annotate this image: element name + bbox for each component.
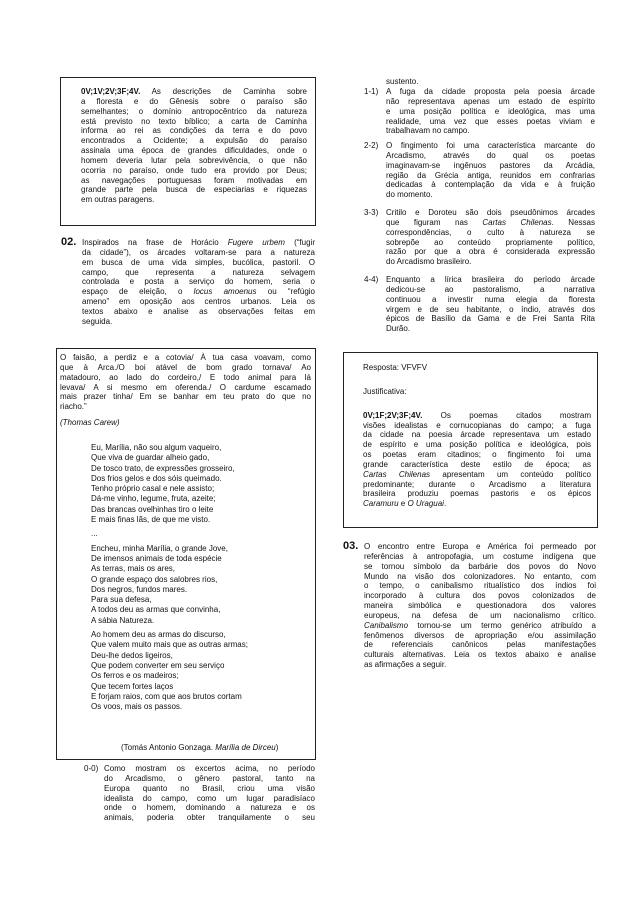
gonzaga-author: (Tomás Antonio Gonzaga. Marília de Dirceu) — [121, 743, 279, 752]
q02-item-0-0-continuation: sustento. — [386, 77, 419, 86]
q01-answer-text: 0V;1V;2V;3F;4V. As descrições de Caminha sobre a floresta e do Gênesis sobre o paraíso são semelhantes; o domínio antropocêntrico da natureza está previsto no texto bíblico; a carta de Caminha informa ao rei as condições da terra e do povo encontrados a Ocidente; a expulsão do paraíso assinala uma época de grandes dificuldades, onde o homem deveria lutar pela sobrevivência, o que não ocorria no paraíso, onde tudo era provido por Deus; as navegações portuguesas foram motivadas em grande parte pela busca de especiarias e riquezas em outras paragens. — [81, 87, 307, 205]
carew-excerpt: O faisão, a perdiz e a cotovia/ À tua casa voavam, como que à Arca./O boi atável de bom grado tornava/ Ao matadouro, ao lado do cordeiro,/ E todo animal para lá levava/ A si mesmo em oferenda./ O cardume escamado mais prazer tinha/ Em se banhar em teu prato do que no riacho.” (Thomas Carew) — [60, 353, 311, 428]
q03-intro: O encontro entre Europa e América foi permeado por referências à antropofagia, um costume indígena que se tornou símbolo da barbárie dos povos do Novo Mundo na visão dos colonizadores. No entanto, com o tempo, o canibalismo ritualístico dos índios foi incorporado à cultura dos povos colonizados de maneira simbólica e questionadora dos valores europeus, na defesa de um nacionalismo crítico. Canibalismo tornou-se um termo genérico atribuído a fenômenos diversos de apropriação e/ou assimilação de referenciais canônicos pelas manifestações culturais alternativas. Leia os textos abaixo e analise as afirmações a seguir. — [364, 542, 596, 670]
q02-answer-box — [343, 352, 598, 528]
question-02-number: 02. — [61, 236, 77, 248]
carew-author: (Thomas Carew) — [60, 418, 120, 428]
q01-answer-box — [60, 77, 316, 226]
gonzaga-poem: Eu, Marília, não sou algum vaqueiro, Que viva de guardar alheio gado, De tosco trato, de expressões grosseiro, Dos frios gelos e dos sóis queimado. Tenho próprio casal e nele assisto; Dá-me vinho, legume, fruta, azeite; Das brancas ovelhinhas tiro o leite E mais finas lãs, de que me visto. ... Encheu, minha Marília, o grande Jove, De imensos animais de toda espécie As terras, mais os ares, O grande espaço dos salobres rios, Dos negros, fundos mares. Para sua defesa, A todos deu as armas que convinha, A sábia Natureza. Ao homem deu as armas do discurso, Que valem muito mais que as outras armas; Deu-lhe dedos ligeiros, Que podem converter em seu serviço Os ferros e os madeiros; Que tecem fortes laços E forjam raios, com que aos brutos cortam Os voos, mais os passos. — [91, 443, 248, 712]
q02-texts-box — [56, 348, 316, 760]
question-03-number: 03. — [343, 540, 359, 552]
resposta-label: Resposta: VFVFV — [363, 363, 428, 372]
q01-answer-prefix: 0V;1V;2V;3F;4V. — [81, 87, 141, 96]
q02-intro: Inspirados na frase de Horácio Fugere urbem (“fugir da cidade”), os árcades voltaram-se para a natureza em busca de uma vida simples, bucólica, pastoril. O campo, que representa a natureza selvagem controlada e posta a serviço do homem, seria o espaço de eleição, o locus amoenus ou “refúgio ameno” em oposição aos centros urbanos. Leia os textos abaixo e analise as observações feitas em seguida. — [82, 238, 315, 326]
q02-answer-text: Resposta: VFVFV Justificativa: 0V;1F;2V;3F;4V. Os poemas citados mostram visões idealistas e cornucopianas do campo; a fuga da cidade na poesia árcade representava um estado de espírito e uma posição política e ideológica, pois os poetas eram citadinos; o fingimento foi uma grande característica deste estilo de época; as Cartas Chilenas apresentam um conteúdo político predominante; durante o Arcadismo a literatura brasileira produziu poemas pastoris e os épicos Caramuru e O Uraguai. — [363, 363, 591, 509]
justificativa-label: Justificativa: — [363, 386, 407, 396]
